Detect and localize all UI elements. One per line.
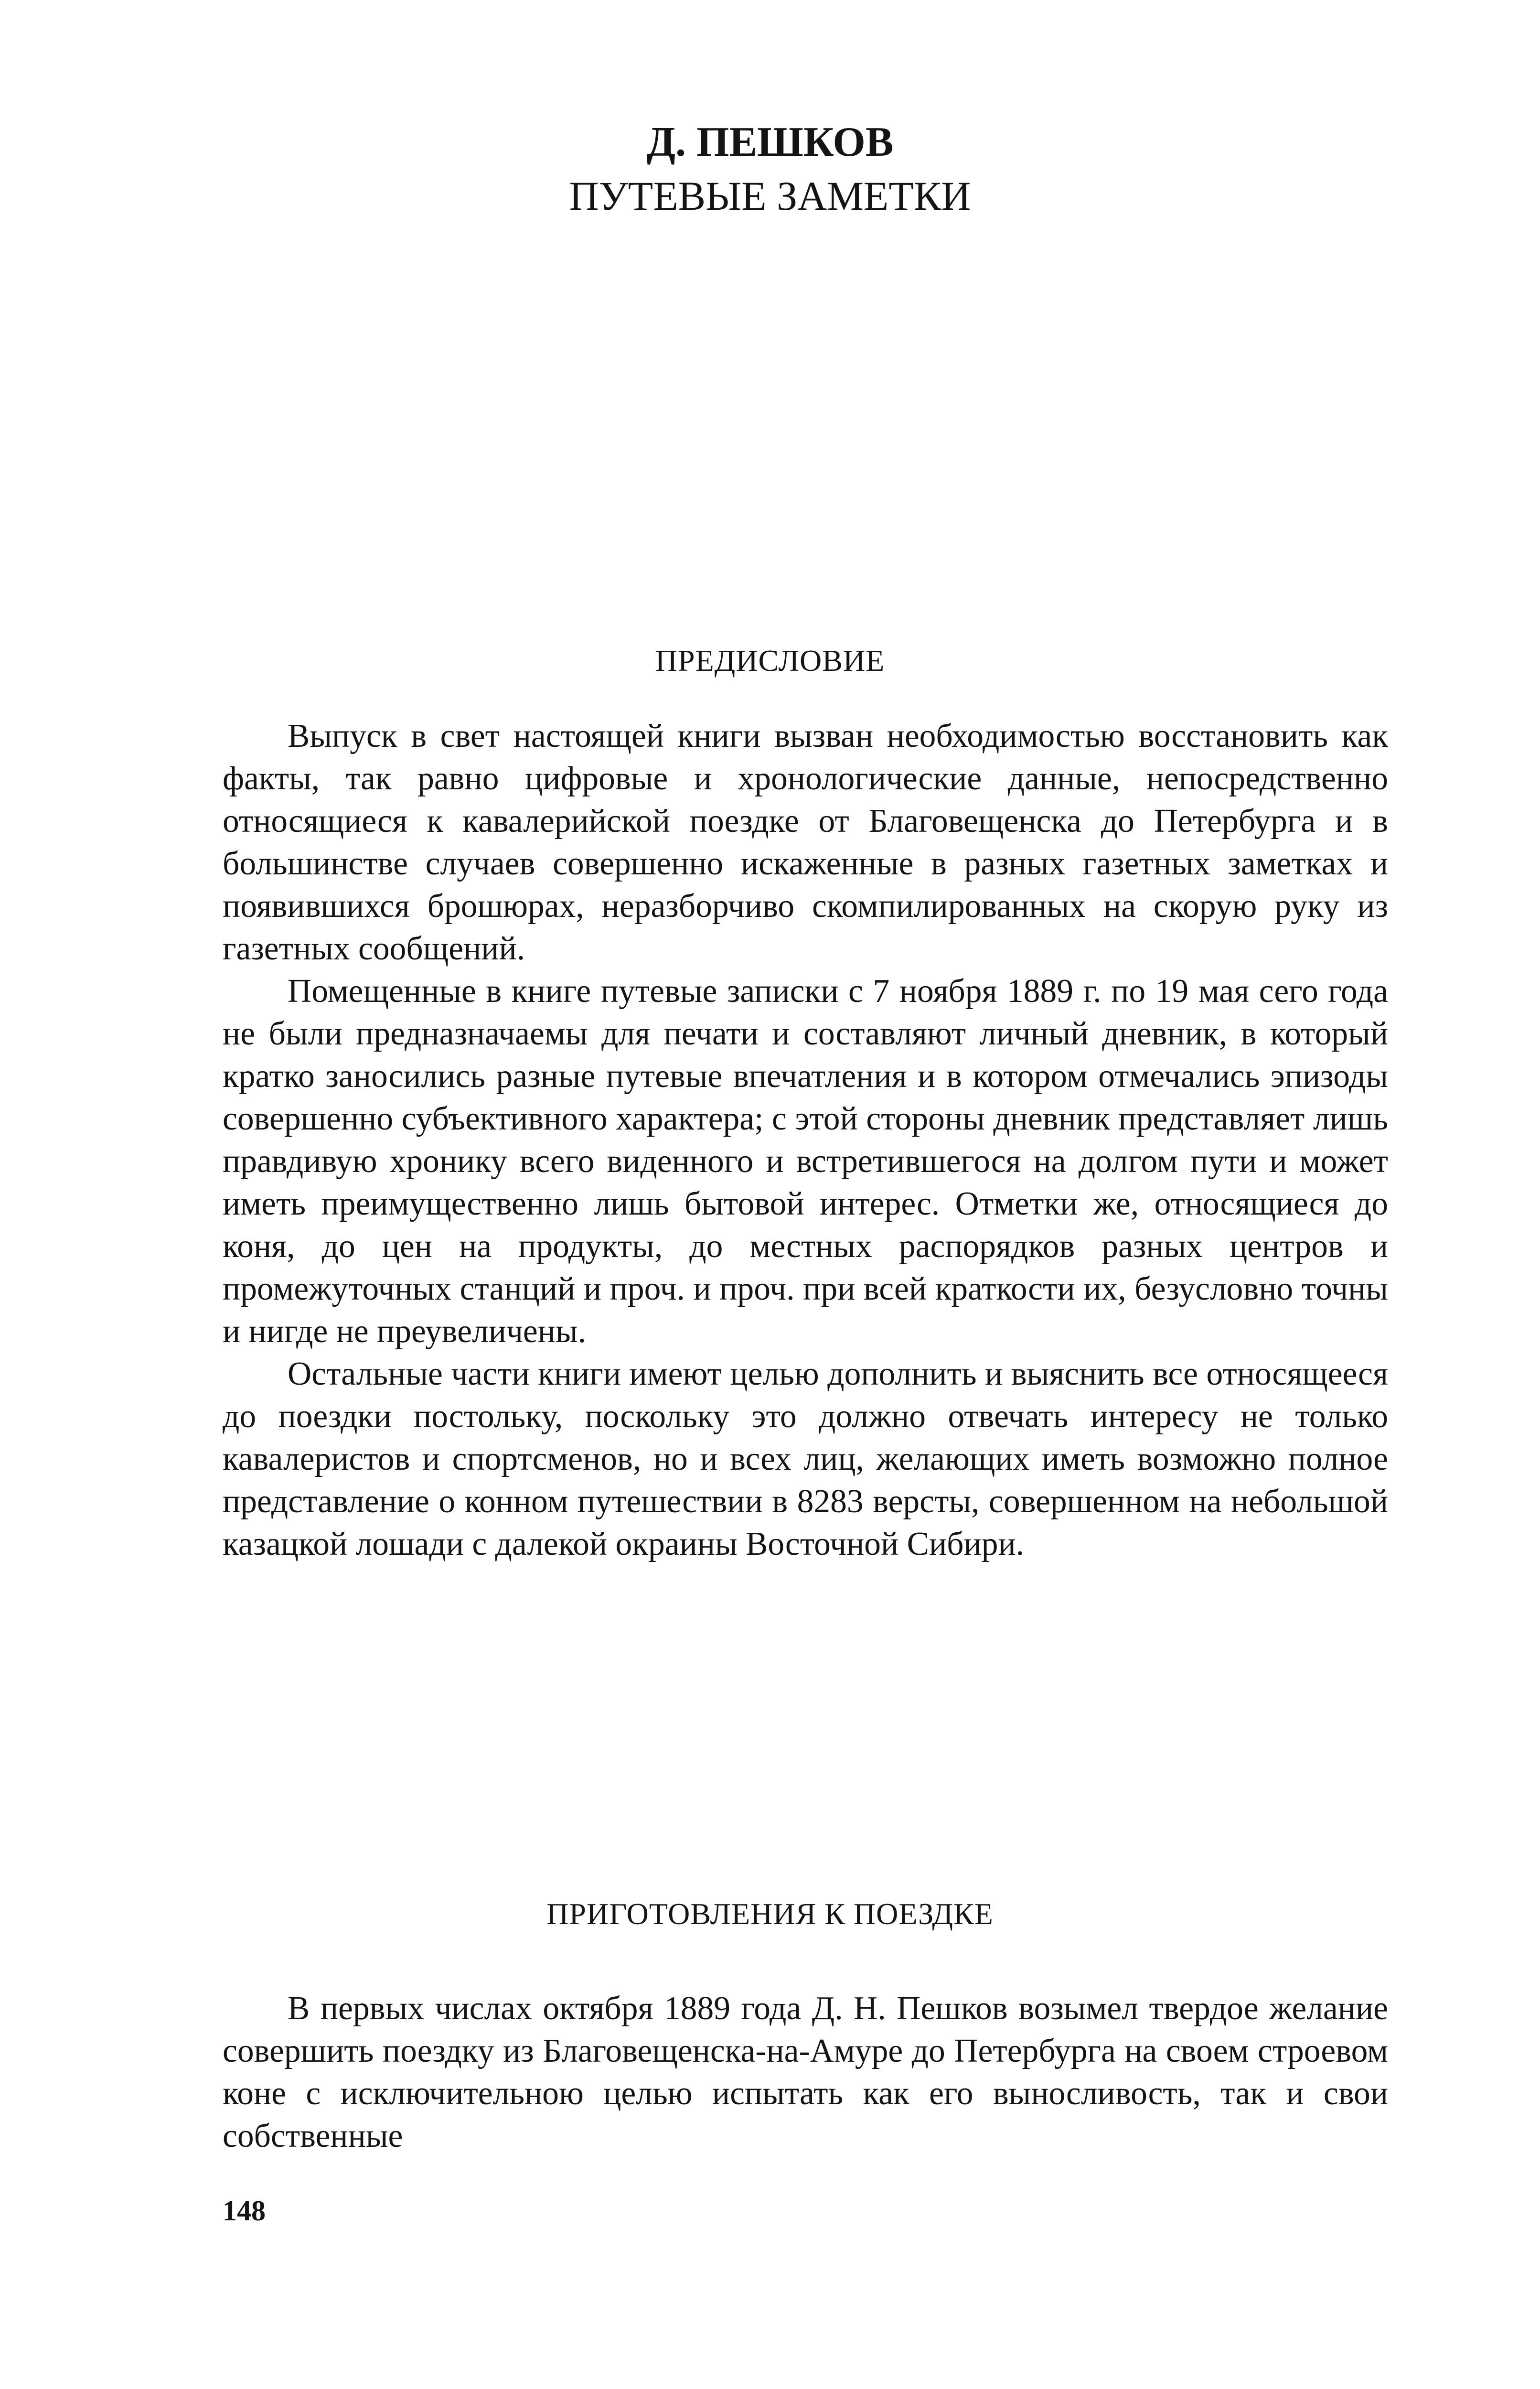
preface-text bbox=[223, 715, 1388, 1565]
work-title: ПУТЕВЫЕ ЗАМЕТКИ bbox=[569, 173, 971, 219]
preface-paragraph-1: Выпуск в свет настоящей книги вызван необходимостью восстановить как факты, так равно цифровые и хронологические данные, непосредственно относящиеся к кавалерийской поездке от Благовещенска до Петербурга и в большинстве случаев совершенно искаженные в разных газетных заметках и появившихся брошюрах, неразборчиво скомпилированных на скорую руку из газетных сообщений. bbox=[223, 718, 1388, 967]
preparations-heading: ПРИГОТОВЛЕНИЯ К ПОЕЗДКЕ bbox=[546, 1897, 994, 1931]
preparations-text bbox=[223, 1987, 1388, 2157]
preface-heading: ПРЕДИСЛОВИЕ bbox=[655, 644, 885, 678]
page-number: 148 bbox=[223, 2195, 266, 2227]
preface-paragraph-3: Остальные части книги имеют целью дополнить и выяснить все относящееся до поездки постольку, поскольку это должно отвечать интересу не только кавалеристов и спортсменов, но и всех лиц, желающих иметь возможно полное представление о конном путешествии в 8283 версты, совершенном на небольшой казацкой лошади с далекой окраины Восточной Сибири. bbox=[223, 1356, 1388, 1562]
preparations-paragraph-1: В первых числах октября 1889 года Д. Н. Пешков возымел твердое желание совершить поездку из Благовещенска-на-Амуре до Петербурга на своем строевом коне с исключительною целью испытать как его выносливость, так и свои собственные bbox=[223, 1990, 1388, 2154]
author-name: Д. ПЕШКОВ bbox=[646, 119, 894, 165]
preface-paragraph-2: Помещенные в книге путевые записки с 7 ноября 1889 г. по 19 мая сего года не были предназначаемы для печати и составляют личный дневник, в который кратко заносились разные путевые впечатления и в котором отмечались эпизоды совершенно субъективного характера; с этой стороны дневник представляет лишь правдивую хронику всего виденного и встретившегося на долгом пути и может иметь преимущественно лишь бытовой интерес. Отметки же, относящиеся до коня, до цен на продукты, до местных распорядков разных центров и промежуточных станций и проч. и проч. при всей краткости их, безусловно точны и нигде не преувеличены. bbox=[223, 973, 1388, 1350]
